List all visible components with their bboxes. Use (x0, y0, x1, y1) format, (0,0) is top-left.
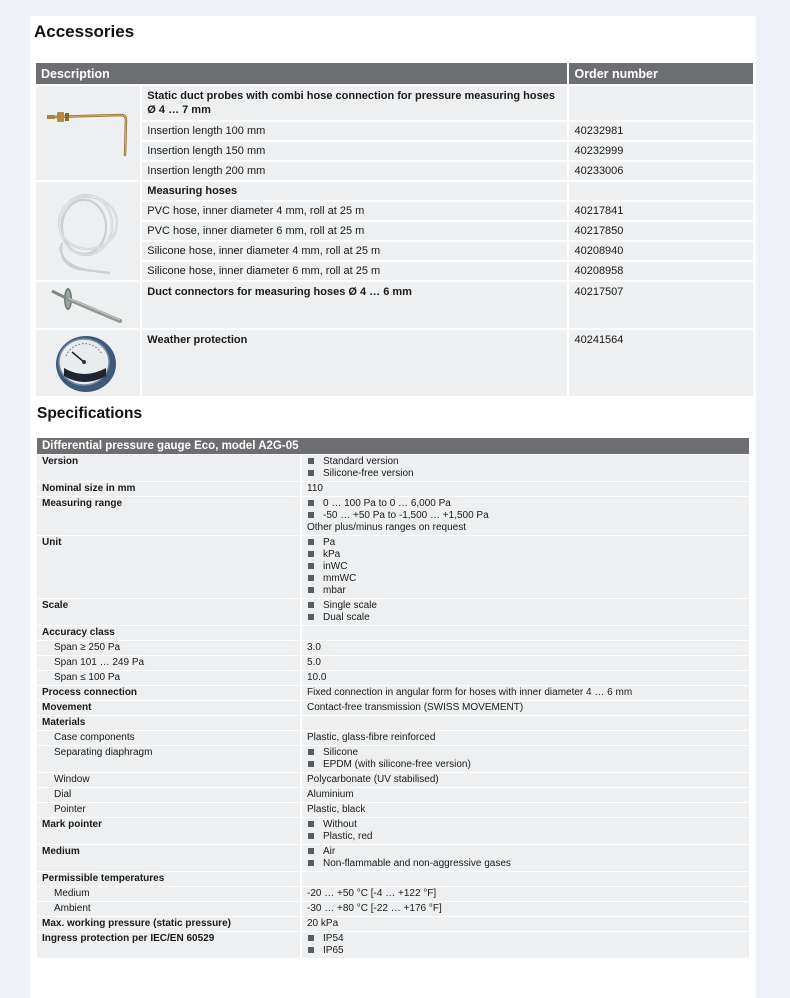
accessory-item-row (36, 142, 753, 160)
accessory-group-title: Duct connectors for measuring hoses Ø 4 … 6 mm (142, 282, 567, 328)
spec-value (302, 671, 749, 685)
spec-label: Max. working pressure (static pressure) (37, 917, 302, 931)
spec-value-text: Polycarbonate (UV stabilised) (307, 774, 439, 785)
accessory-group-title: Static duct probes with combi hose connection for pressure measuring hoses Ø 4 … 7 mm (142, 86, 567, 120)
accessory-group-title: Measuring hoses (142, 182, 567, 200)
spec-label: Span ≥ 250 Pa (37, 641, 302, 655)
spec-label: Nominal size in mm (37, 482, 302, 496)
spec-bullet-item: Single scale (307, 600, 744, 612)
accessory-group-row (36, 182, 753, 200)
order-number-header: Order number (569, 63, 753, 84)
spec-bullet-item: Silicone (307, 747, 744, 759)
spec-value-text: 10.0 (307, 672, 327, 683)
spec-value (302, 788, 749, 802)
accessory-item-order: 40233006 (569, 162, 753, 180)
spec-value-text: -20 … +50 °C [-4 … +122 °F] (307, 888, 437, 899)
spec-label: Span ≤ 100 Pa (37, 671, 302, 685)
duct-probe-image (36, 86, 140, 180)
spec-bullet-item: Dual scale (307, 612, 744, 624)
spec-row (37, 746, 749, 772)
spec-row (37, 731, 749, 745)
spec-bullet-item: kPa (307, 549, 744, 561)
spec-value (302, 656, 749, 670)
spec-row (37, 803, 749, 817)
spec-row (37, 932, 749, 958)
accessory-group-order (569, 86, 753, 120)
spec-label: Accuracy class (37, 626, 302, 640)
spec-label: Dial (37, 788, 302, 802)
accessory-item-order: 40232981 (569, 122, 753, 140)
spec-bullet-item: Pa (307, 537, 744, 549)
spec-label: Pointer (37, 803, 302, 817)
spec-value-text: Aluminium (307, 789, 354, 800)
spec-label: Movement (37, 701, 302, 715)
measuring-hose-image (36, 182, 140, 280)
accessories-title: Accessories (34, 22, 135, 41)
spec-row (37, 671, 749, 685)
spec-value (302, 455, 749, 481)
accessory-item-order: 40232999 (569, 142, 753, 160)
spec-row (37, 902, 749, 916)
spec-value (302, 497, 749, 535)
spec-value (302, 887, 749, 901)
spec-label: Span 101 … 249 Pa (37, 656, 302, 670)
pressure-gauge-icon (50, 332, 126, 394)
spec-value (302, 902, 749, 916)
accessory-item-order: 40208958 (569, 262, 753, 280)
spec-value (302, 536, 749, 598)
spec-value (302, 845, 749, 871)
spec-label: Separating diaphragm (37, 746, 302, 772)
specifications-title: Specifications (37, 405, 143, 422)
accessory-item-label: Silicone hose, inner diameter 6 mm, roll at 25 m (142, 262, 567, 280)
spec-row (37, 872, 749, 886)
spec-bullet-item: EPDM (with silicone-free version) (307, 759, 744, 771)
spec-row (37, 686, 749, 700)
spec-bullet-item: -50 … +50 Pa to -1,500 … +1,500 Pa (307, 510, 744, 522)
spec-row (37, 641, 749, 655)
spec-bullet-item: mmWC (307, 573, 744, 585)
spec-bullet-item: Without (307, 819, 744, 831)
spec-bullet-item: mbar (307, 585, 744, 597)
spec-value (302, 599, 749, 625)
spec-value-text: Fixed connection in angular form for hoses with inner diameter 4 … 6 mm (307, 687, 633, 698)
accessory-item-label: PVC hose, inner diameter 6 mm, roll at 25 m (142, 222, 567, 240)
accessory-item-order: 40217841 (569, 202, 753, 220)
spec-value (302, 803, 749, 817)
spec-value (302, 626, 749, 640)
spec-bullet-item: IP54 (307, 933, 744, 945)
spec-row (37, 656, 749, 670)
specifications-header-row (37, 438, 749, 454)
accessory-group-order: 40241564 (569, 330, 753, 396)
accessory-item-label: Silicone hose, inner diameter 4 mm, roll at 25 m (142, 242, 567, 260)
spec-label: Process connection (37, 686, 302, 700)
specifications-table-header: Differential pressure gauge Eco, model A2G-05 (37, 438, 749, 454)
specifications-body (37, 455, 749, 958)
spec-row (37, 887, 749, 901)
spec-value-text: 5.0 (307, 657, 321, 668)
spec-label: Medium (37, 887, 302, 901)
accessory-item-label: Insertion length 150 mm (142, 142, 567, 160)
spec-row (37, 455, 749, 481)
accessory-group-row (36, 282, 753, 328)
spec-row (37, 773, 749, 787)
accessory-item-order: 40208940 (569, 242, 753, 260)
accessory-item-label: Insertion length 100 mm (142, 122, 567, 140)
spec-value (302, 773, 749, 787)
spec-value-text: 110 (307, 483, 323, 494)
spec-value (302, 716, 749, 730)
datasheet-page (30, 16, 756, 998)
accessories-table (34, 61, 755, 398)
spec-value-text: Plastic, glass-fibre reinforced (307, 732, 436, 743)
spec-value (302, 917, 749, 931)
accessory-item-row (36, 262, 753, 280)
spec-row (37, 497, 749, 535)
spec-value (302, 641, 749, 655)
spec-row (37, 536, 749, 598)
spec-value (302, 872, 749, 886)
spec-label: Measuring range (37, 497, 302, 535)
spec-bullet-item: Standard version (307, 456, 744, 468)
spec-row (37, 626, 749, 640)
spec-value (302, 818, 749, 844)
spec-row (37, 818, 749, 844)
spec-value-text: Plastic, black (307, 804, 366, 815)
accessories-header-row (36, 63, 753, 84)
spec-row (37, 845, 749, 871)
spec-row (37, 788, 749, 802)
accessory-item-row (36, 122, 753, 140)
accessory-item-row (36, 202, 753, 220)
spec-value (302, 701, 749, 715)
accessory-item-row (36, 162, 753, 180)
measuring-hose-icon (48, 183, 128, 279)
spec-label: Mark pointer (37, 818, 302, 844)
spec-value (302, 746, 749, 772)
spec-label: Ambient (37, 902, 302, 916)
accessory-group-row (36, 86, 753, 120)
spec-label: Window (37, 773, 302, 787)
accessory-group-order: 40217507 (569, 282, 753, 328)
weather-protection-image (36, 330, 140, 396)
spec-bullet-item: Silicone-free version (307, 468, 744, 480)
spec-row (37, 701, 749, 715)
spec-label: Medium (37, 845, 302, 871)
spec-value-text: -30 … +80 °C [-22 … +176 °F] (307, 903, 442, 914)
spec-value (302, 731, 749, 745)
accessory-group-order (569, 182, 753, 200)
spec-bullet-item: 0 … 100 Pa to 0 … 6,000 Pa (307, 498, 744, 510)
spec-row (37, 917, 749, 931)
spec-label: Unit (37, 536, 302, 598)
spec-value (302, 686, 749, 700)
accessory-item-row (36, 242, 753, 260)
spec-row (37, 599, 749, 625)
duct-connector-icon (46, 283, 130, 327)
accessory-group-title: Weather protection (142, 330, 567, 396)
spec-label: Materials (37, 716, 302, 730)
spec-value-text: 3.0 (307, 642, 321, 653)
spec-value-text: Contact-free transmission (SWISS MOVEMENT) (307, 702, 524, 713)
spec-bullet-item: IP65 (307, 945, 744, 957)
spec-row (37, 482, 749, 496)
spec-value (302, 932, 749, 958)
spec-label: Case components (37, 731, 302, 745)
spec-bullet-item: Air (307, 846, 744, 858)
spec-bullet-item: Plastic, red (307, 831, 744, 843)
spec-value-text: 20 kPa (307, 918, 339, 929)
description-header: Description (36, 63, 567, 84)
spec-bullet-item: inWC (307, 561, 744, 573)
duct-connector-image (36, 282, 140, 328)
accessory-group-row (36, 330, 753, 396)
specifications-table (37, 437, 749, 959)
accessory-item-label: PVC hose, inner diameter 4 mm, roll at 25 m (142, 202, 567, 220)
spec-bullet-item: Non-flammable and non-aggressive gases (307, 858, 744, 870)
accessory-item-order: 40217850 (569, 222, 753, 240)
spec-value (302, 482, 749, 496)
spec-label: Scale (37, 599, 302, 625)
duct-probe-icon (43, 103, 133, 163)
accessory-item-row (36, 222, 753, 240)
spec-label: Permissible temperatures (37, 872, 302, 886)
spec-row (37, 716, 749, 730)
accessory-item-label: Insertion length 200 mm (142, 162, 567, 180)
spec-label: Version (37, 455, 302, 481)
spec-label: Ingress protection per IEC/EN 60529 (37, 932, 302, 958)
spec-value-text: Other plus/minus ranges on request (307, 522, 466, 533)
